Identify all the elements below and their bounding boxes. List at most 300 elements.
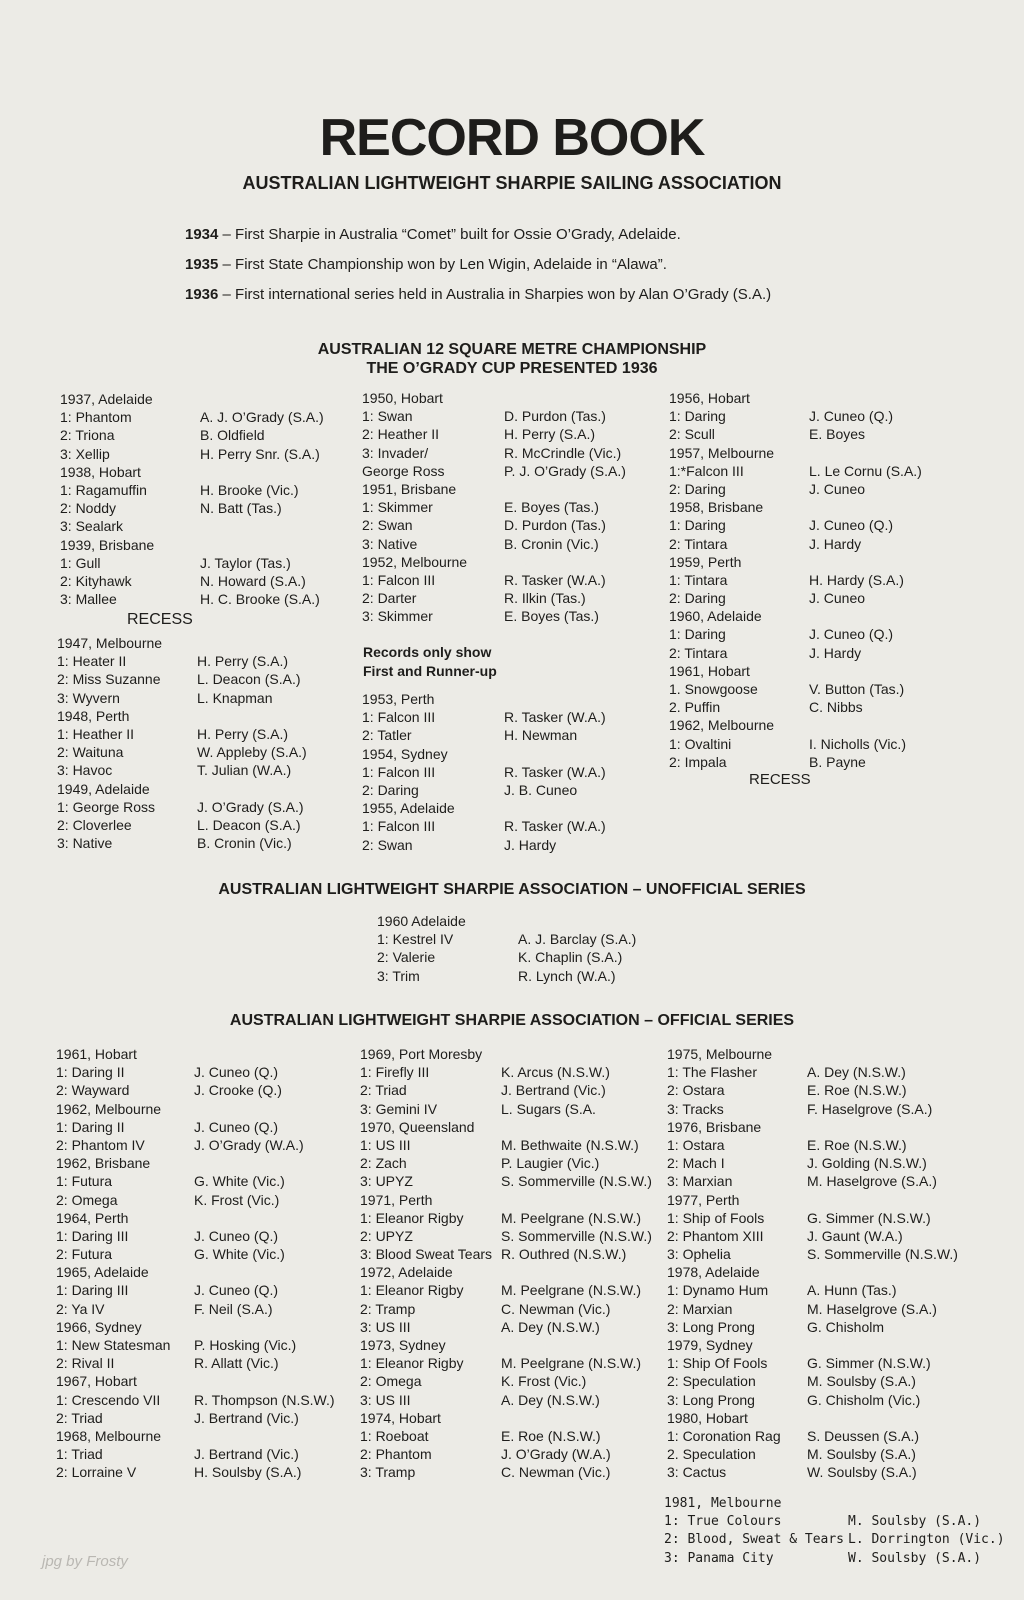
result-row (360, 1463, 660, 1481)
skipper-name: J. O’Grady (W.A.) (194, 1136, 304, 1153)
boat-name: 3: Mallee (60, 591, 117, 608)
skipper-name: B. Cronin (Vic.) (504, 535, 599, 552)
boat-name: 1: Falcon III (362, 818, 436, 835)
skipper-name: M. Haselgrove (S.A.) (807, 1173, 937, 1190)
skipper-name: R. Lynch (W.A.) (518, 967, 616, 984)
result-row (664, 1550, 1004, 1568)
result-row (667, 1372, 967, 1390)
boat-name: 3: Tramp (360, 1464, 416, 1481)
boat-name: 2: Daring (669, 590, 726, 607)
boat-name: 2: Daring (669, 480, 726, 497)
skipper-name: P. J. O’Grady (S.A.) (504, 462, 626, 479)
boat-name: 3: Native (362, 535, 418, 552)
skipper-name: J. B. Cuneo (504, 781, 578, 798)
skipper-name: H. Perry (S.A.) (197, 653, 289, 670)
result-row (667, 1100, 967, 1118)
boat-name: 1: Eleanor Rigby (360, 1209, 464, 1226)
venue-year: 1979, Sydney (667, 1337, 753, 1353)
skipper-name: M. Peelgrane (N.S.W.) (501, 1355, 642, 1372)
boat-name: 2: Phantom (360, 1446, 432, 1463)
venue-year: 1970, Queensland (360, 1118, 475, 1135)
result-row (56, 1245, 346, 1263)
result-row (669, 680, 969, 698)
skipper-name: H. Perry (S.A.) (197, 725, 289, 742)
venue-row (669, 662, 969, 680)
championship-note (363, 643, 497, 681)
note-line1: Records only show (363, 644, 492, 660)
result-row (56, 1300, 346, 1318)
boat-name: 2: Triad (56, 1409, 103, 1426)
skipper-name: W. Soulsby (S.A.) (848, 1550, 982, 1566)
venue-year: 1939, Brisbane (60, 536, 155, 553)
boat-name: 3: UPYZ (360, 1173, 413, 1190)
result-row (667, 1245, 967, 1263)
skipper-name: J. Bertrand (Vic.) (194, 1409, 299, 1426)
skipper-name: K. Frost (Vic.) (194, 1191, 280, 1208)
result-row (360, 1372, 660, 1390)
result-row (360, 1391, 660, 1409)
result-row (669, 571, 969, 589)
boat-name: 3: Panama City (664, 1550, 774, 1566)
recess-label: RECESS (127, 611, 193, 628)
skipper-name: G. Simmer (N.S.W.) (807, 1209, 931, 1226)
boat-name: 3: Native (57, 835, 113, 852)
skipper-name: J. Cuneo (Q.) (809, 408, 894, 425)
result-row (362, 571, 652, 589)
official-col2 (360, 1045, 660, 1482)
skipper-name: H. C. Brooke (S.A.) (200, 591, 320, 608)
venue-row (56, 1372, 346, 1390)
unofficial-heading: AUSTRALIAN LIGHTWEIGHT SHARPIE ASSOCIATION – UNOFFICIAL SERIES (218, 881, 806, 898)
championship-col1 (60, 390, 340, 608)
venue-year: 1938, Hobart (60, 463, 141, 480)
boat-name: 2: Tramp (360, 1300, 416, 1317)
result-row (667, 1300, 967, 1318)
skipper-name: J. Hardy (504, 836, 557, 853)
venue-row (667, 1045, 967, 1063)
result-row (360, 1081, 660, 1099)
boat-name: George Ross (362, 462, 445, 479)
result-row (60, 445, 340, 463)
note-line2: First and Runner-up (363, 663, 497, 679)
result-row (377, 948, 677, 966)
history-year: 1935 (185, 256, 219, 273)
result-row (360, 1427, 660, 1445)
skipper-name: J. Crooke (Q.) (194, 1082, 282, 1099)
skipper-name: A. Hunn (Tas.) (807, 1282, 897, 1299)
result-row (362, 781, 652, 799)
skipper-name: H. Perry Snr. (S.A.) (200, 445, 320, 462)
result-row (669, 753, 969, 771)
venue-year: 1948, Perth (57, 707, 130, 724)
venue-year: 1950, Hobart (362, 390, 443, 406)
result-row (669, 535, 969, 553)
skipper-name: N. Batt (Tas.) (200, 500, 282, 517)
venue-row (669, 498, 969, 516)
venue-row (362, 480, 652, 498)
venue-row (360, 1045, 660, 1063)
history-text: – First international series held in Australia in Sharpies won by Alan O’Grady (S.A.) (218, 286, 772, 303)
result-row (667, 1445, 967, 1463)
skipper-name: R. Tasker (W.A.) (504, 571, 606, 588)
venue-row (669, 444, 969, 462)
boat-name: 1: Ostara (667, 1136, 725, 1153)
result-row (56, 1081, 346, 1099)
skipper-name: A. J. O’Grady (S.A.) (200, 409, 324, 426)
venue-year: 1969, Port Moresby (360, 1046, 483, 1062)
boat-name: 2: Blood, Sweat & Tears (664, 1532, 845, 1548)
venue-year: 1973, Sydney (360, 1337, 446, 1353)
venue-year: 1971, Perth (360, 1191, 433, 1208)
result-row (667, 1136, 967, 1154)
skipper-name: R. McCrindle (Vic.) (504, 444, 622, 461)
venue-row (667, 1191, 967, 1209)
boat-name: 3: Gemini IV (360, 1100, 438, 1117)
result-row (362, 444, 652, 462)
venue-year: 1981, Melbourne (664, 1496, 782, 1511)
result-row (57, 725, 337, 743)
result-row (60, 426, 340, 444)
skipper-name: J. Cuneo (Q.) (194, 1282, 279, 1299)
championship-heading-line2: THE O’GRADY CUP PRESENTED 1936 (366, 360, 658, 377)
result-row (60, 408, 340, 426)
official-col1 (56, 1045, 346, 1482)
venue-year: 1956, Hobart (669, 390, 750, 406)
boat-name: 1: Coronation Rag (667, 1427, 781, 1444)
skipper-name: A. Dey (N.S.W.) (501, 1318, 600, 1335)
championship-col2 (362, 389, 652, 625)
venue-row (360, 1336, 660, 1354)
skipper-name: S. Sommerville (N.S.W.) (501, 1227, 652, 1244)
boat-name: 2: Cloverlee (57, 816, 132, 833)
result-row (60, 481, 340, 499)
result-row (669, 425, 969, 443)
venue-row (57, 634, 337, 652)
result-row (667, 1063, 967, 1081)
skipper-name: M. Haselgrove (S.A.) (807, 1300, 937, 1317)
skipper-name: R. Tasker (W.A.) (504, 763, 606, 780)
venue-row (60, 463, 340, 481)
skipper-name: T. Julian (W.A.) (197, 762, 292, 779)
boat-name: 2: Triad (360, 1082, 407, 1099)
boat-name: 3: Ophelia (667, 1246, 731, 1263)
skipper-name: G. Simmer (N.S.W.) (807, 1355, 931, 1372)
venue-row (360, 1409, 660, 1427)
skipper-name: R. Tasker (W.A.) (504, 709, 606, 726)
official-heading: AUSTRALIAN LIGHTWEIGHT SHARPIE ASSOCIATION – OFFICIAL SERIES (229, 1012, 795, 1029)
result-row (377, 967, 677, 985)
venue-year: 1955, Adelaide (362, 800, 455, 817)
boat-name: 2: Swan (362, 836, 413, 853)
result-row (56, 1227, 346, 1245)
boat-name: 3: Long Prong (667, 1318, 755, 1335)
skipper-name: J. Hardy (809, 644, 862, 661)
skipper-name: F. Neil (S.A.) (194, 1300, 273, 1317)
skipper-name: M. Bethwaite (N.S.W.) (501, 1136, 639, 1153)
result-row (667, 1209, 967, 1227)
venue-row (360, 1118, 660, 1136)
result-row (56, 1281, 346, 1299)
venue-year: 1967, Hobart (56, 1373, 137, 1390)
boat-name: 1: Phantom (60, 409, 132, 426)
result-row (362, 462, 652, 480)
boat-name: 1: True Colours (664, 1514, 782, 1530)
boat-name: 2: Ostara (667, 1082, 725, 1099)
boat-name: 3: Long Prong (667, 1391, 755, 1408)
venue-year: 1968, Melbourne (56, 1427, 162, 1444)
skipper-name: J. Hardy (809, 535, 862, 552)
venue-year: 1966, Sydney (56, 1318, 142, 1335)
venue-year: 1958, Brisbane (669, 499, 764, 516)
result-row (362, 708, 652, 726)
boat-name: 2: Marxian (667, 1300, 733, 1317)
history-text: – First Sharpie in Australia “Comet” built for Ossie O’Grady, Adelaide. (218, 226, 681, 243)
result-row (360, 1245, 660, 1263)
result-row (669, 462, 969, 480)
skipper-name: R. Outhred (N.S.W.) (501, 1246, 627, 1263)
result-row (56, 1445, 346, 1463)
skipper-name: H. Brooke (Vic.) (200, 481, 299, 498)
result-row (362, 726, 652, 744)
result-row (669, 516, 969, 534)
skipper-name: E. Boyes (809, 426, 866, 443)
boat-name: 2: Heather II (362, 426, 440, 443)
boat-name: 2: Ya IV (56, 1300, 105, 1317)
venue-row (362, 553, 652, 571)
boat-name: 1: Daring III (56, 1282, 129, 1299)
venue-row (60, 390, 340, 408)
skipper-name: I. Nicholls (Vic.) (809, 735, 906, 752)
venue-year: 1961, Hobart (669, 662, 750, 679)
history-text: – First State Championship won by Len Wigin, Adelaide in “Alawa”. (218, 256, 667, 273)
boat-name: 3: Cactus (667, 1464, 727, 1481)
recess-label-2: RECESS (749, 771, 811, 788)
championship-col2b (362, 690, 652, 854)
boat-name: 1: Roeboat (360, 1427, 429, 1444)
unofficial-list (377, 912, 677, 985)
venue-year: 1954, Sydney (362, 745, 448, 762)
result-row (362, 407, 652, 425)
result-row (57, 798, 337, 816)
skipper-name: A. J. Barclay (S.A.) (518, 931, 637, 948)
venue-year: 1952, Melbourne (362, 553, 468, 570)
result-row (56, 1463, 346, 1481)
boat-name: 2: Kityhawk (60, 572, 132, 589)
skipper-name: P. Laugier (Vic.) (501, 1155, 600, 1172)
skipper-name: B. Cronin (Vic.) (197, 835, 292, 852)
official-col3 (667, 1045, 967, 1482)
skipper-name: E. Roe (N.S.W.) (807, 1136, 907, 1153)
result-row (667, 1227, 967, 1245)
skipper-name: M. Soulsby (S.A.) (807, 1446, 916, 1463)
championship-col1b (57, 634, 337, 852)
venue-year: 1962, Melbourne (56, 1100, 162, 1117)
result-row (377, 930, 677, 948)
venue-row (56, 1045, 346, 1063)
boat-name: 2. Puffin (669, 699, 721, 716)
boat-name: 1: Falcon III (362, 709, 436, 726)
result-row (667, 1281, 967, 1299)
result-row (60, 572, 340, 590)
venue-row (669, 389, 969, 407)
result-row (362, 498, 652, 516)
boat-name: 1: Tintara (669, 571, 728, 588)
boat-name: 3: Xellip (60, 445, 110, 462)
boat-name: 1: Daring III (56, 1227, 129, 1244)
skipper-name: C. Nibbs (809, 699, 863, 716)
skipper-name: K. Frost (Vic.) (501, 1373, 587, 1390)
skipper-name: H. Newman (504, 727, 578, 744)
venue-year: 1957, Melbourne (669, 444, 775, 461)
result-row (56, 1136, 346, 1154)
boat-name: 1: US III (360, 1136, 411, 1153)
skipper-name: J. Cuneo (809, 480, 866, 497)
result-row (360, 1227, 660, 1245)
venue-row (667, 1409, 967, 1427)
result-row (56, 1409, 346, 1427)
result-row (664, 1513, 1004, 1531)
venue-row (60, 536, 340, 554)
skipper-name: H. Perry (S.A.) (504, 426, 596, 443)
history-list (185, 220, 985, 310)
venue-row (667, 1118, 967, 1136)
skipper-name: R. Allatt (Vic.) (194, 1355, 279, 1372)
result-row (56, 1336, 346, 1354)
skipper-name: M. Soulsby (S.A.) (848, 1514, 982, 1530)
result-row (60, 590, 340, 608)
boat-name: 2: Tatler (362, 727, 412, 744)
venue-row (669, 716, 969, 734)
skipper-name: C. Newman (Vic.) (501, 1300, 611, 1317)
skipper-name: G. Chisholm (Vic.) (807, 1391, 921, 1408)
boat-name: 1: Daring II (56, 1118, 125, 1135)
boat-name: 1: Heather II (57, 725, 135, 742)
skipper-name: J. O’Grady (S.A.) (197, 798, 304, 815)
boat-name: 3: Trim (377, 967, 420, 984)
skipper-name: M. Soulsby (S.A.) (807, 1373, 916, 1390)
venue-row (377, 912, 677, 930)
result-row (360, 1445, 660, 1463)
boat-name: 2: Tintara (669, 644, 728, 661)
boat-name: 1: Ship Of Fools (667, 1355, 768, 1372)
history-item (185, 250, 985, 280)
venue-year: 1947, Melbourne (57, 635, 163, 651)
page-title: RECORD BOOK (319, 109, 705, 167)
skipper-name: J. Cuneo (Q.) (194, 1064, 279, 1081)
venue-row (56, 1427, 346, 1445)
boat-name: 3: US III (360, 1391, 411, 1408)
boat-name: 1: Daring (669, 626, 726, 643)
venue-year: 1937, Adelaide (60, 391, 153, 407)
history-item (185, 280, 985, 310)
boat-name: 2: Triona (60, 427, 115, 444)
skipper-name: L. Deacon (S.A.) (197, 671, 301, 688)
boat-name: 1: Daring (669, 517, 726, 534)
result-row (56, 1118, 346, 1136)
result-row (362, 516, 652, 534)
boat-name: 2: Swan (362, 517, 413, 534)
boat-name: 3: Wyvern (57, 689, 120, 706)
boat-name: 2: Zach (360, 1155, 407, 1172)
skipper-name: E. Boyes (Tas.) (504, 499, 599, 516)
venue-row (56, 1263, 346, 1281)
boat-name: 1: Skimmer (362, 499, 433, 516)
skipper-name: R. Ilkin (Tas.) (504, 590, 586, 607)
boat-name: 1. Snowgoose (669, 681, 758, 697)
venue-row (56, 1100, 346, 1118)
boat-name: 1: Falcon III (362, 571, 436, 588)
result-row (57, 743, 337, 761)
history-item (185, 220, 985, 250)
skipper-name: B. Oldfield (200, 427, 265, 444)
result-row (664, 1531, 1004, 1549)
boat-name: 1: Futura (56, 1173, 113, 1190)
venue-row (667, 1336, 967, 1354)
skipper-name: L. Sugars (S.A. (501, 1100, 596, 1117)
venue-year: 1962, Melbourne (669, 717, 775, 734)
result-row (362, 836, 652, 854)
boat-name: 2: Tintara (669, 535, 728, 552)
page-subtitle: AUSTRALIAN LIGHTWEIGHT SHARPIE SAILING ASSOCIATION (242, 173, 782, 193)
result-row (360, 1063, 660, 1081)
boat-name: 2: Lorraine V (56, 1464, 137, 1481)
result-row (669, 407, 969, 425)
result-row (362, 817, 652, 835)
skipper-name: L. Knapman (197, 689, 273, 706)
venue-row (664, 1495, 1004, 1513)
result-row (56, 1391, 346, 1409)
result-row (56, 1191, 346, 1209)
boat-name: 1: Daring II (56, 1064, 125, 1081)
result-row (362, 589, 652, 607)
result-row (362, 535, 652, 553)
boat-name: 2: Wayward (56, 1082, 130, 1099)
skipper-name: J. Cuneo (Q.) (194, 1118, 279, 1135)
watermark: jpg by Frosty (42, 1553, 128, 1570)
boat-name: 1: New Statesman (56, 1337, 171, 1353)
boat-name: 2: Omega (56, 1191, 118, 1208)
boat-name: 2: Phantom IV (56, 1136, 145, 1153)
skipper-name: N. Howard (S.A.) (200, 572, 306, 589)
venue-year: 3: Sealark (60, 518, 124, 535)
result-row (57, 652, 337, 670)
result-row (56, 1172, 346, 1190)
result-row (667, 1427, 967, 1445)
result-row (667, 1081, 967, 1099)
boat-name: 3: Skimmer (362, 608, 433, 625)
result-row (360, 1154, 660, 1172)
boat-name: 1: Firefly III (360, 1064, 430, 1081)
boat-name: 2. Speculation (667, 1446, 756, 1463)
boat-name: 1: Ship of Fools (667, 1209, 765, 1226)
result-row (667, 1172, 967, 1190)
result-row (360, 1100, 660, 1118)
venue-year: 1975, Melbourne (667, 1046, 773, 1062)
boat-name: 1: George Ross (57, 798, 156, 815)
result-row (669, 625, 969, 643)
skipper-name: B. Payne (809, 753, 866, 770)
venue-row (57, 780, 337, 798)
boat-name: 3: US III (360, 1318, 411, 1335)
venue-row (669, 553, 969, 571)
skipper-name: J. Taylor (Tas.) (200, 554, 291, 571)
skipper-name: W. Soulsby (S.A.) (807, 1464, 917, 1481)
skipper-name: J. Cuneo (809, 590, 866, 607)
venue-row (57, 707, 337, 725)
venue-year: 1960, Adelaide (669, 608, 762, 625)
history-year: 1936 (185, 286, 219, 303)
result-row (669, 644, 969, 662)
